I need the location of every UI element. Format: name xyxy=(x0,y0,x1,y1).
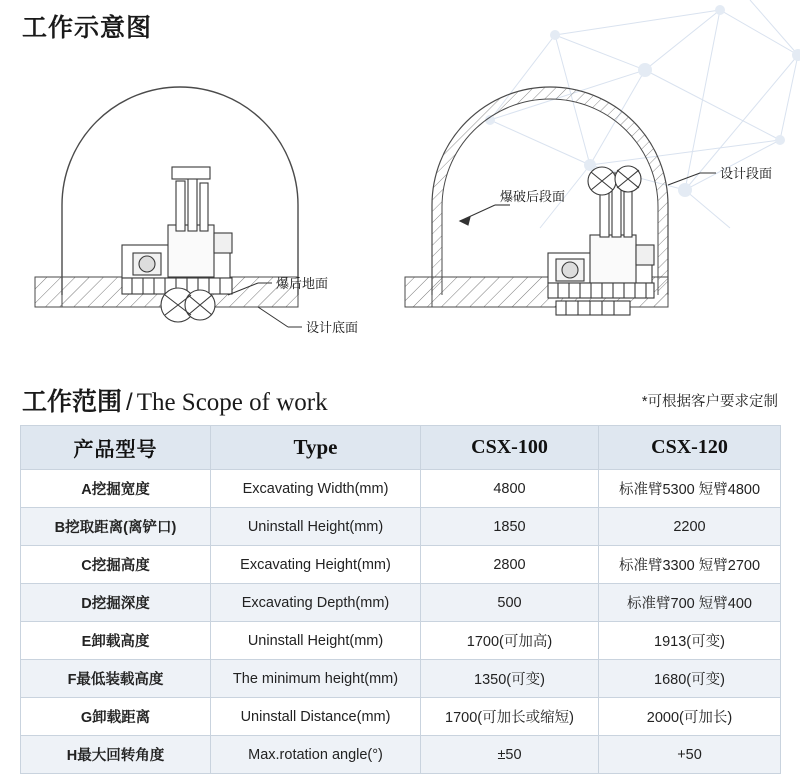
header-product-model: 产品型号 xyxy=(21,426,211,470)
table-row xyxy=(21,736,781,774)
row-en: Excavating Depth(mm) xyxy=(211,584,421,622)
row-label: B挖取距离(离铲口) xyxy=(21,508,211,546)
row-csx120: 2200 xyxy=(599,508,781,546)
row-csx100: 1700(可加长或缩短) xyxy=(421,698,599,736)
row-csx120: 2000(可加长) xyxy=(599,698,781,736)
scope-title-separator: / xyxy=(126,389,133,416)
left-tunnel-scene xyxy=(35,87,358,335)
table-row xyxy=(21,660,781,698)
table-row xyxy=(21,698,781,736)
table-row xyxy=(21,622,781,660)
row-label: D挖掘深度 xyxy=(21,584,211,622)
row-csx120: 标准臂700 短臂400 xyxy=(599,584,781,622)
row-en: Uninstall Height(mm) xyxy=(211,622,421,660)
work-diagram xyxy=(0,55,800,355)
scope-title-en: The Scope of work xyxy=(136,389,328,416)
row-en: The minimum height(mm) xyxy=(211,660,421,698)
row-csx100: 1350(可变) xyxy=(421,660,599,698)
row-en: Uninstall Distance(mm) xyxy=(211,698,421,736)
work-diagram-svg xyxy=(0,55,800,355)
row-csx100: 2800 xyxy=(421,546,599,584)
header-type: Type xyxy=(211,426,421,470)
row-csx100: 4800 xyxy=(421,470,599,508)
row-label: E卸载高度 xyxy=(21,622,211,660)
row-en: Excavating Width(mm) xyxy=(211,470,421,508)
scope-note: *可根据客户要求定制 xyxy=(641,394,778,410)
row-en: Max.rotation angle(°) xyxy=(211,736,421,774)
row-label: A挖掘宽度 xyxy=(21,470,211,508)
table-row xyxy=(21,470,781,508)
header-csx-100: CSX-100 xyxy=(421,426,599,470)
row-label: H最大回转角度 xyxy=(21,736,211,774)
design-section-label: 设计段面 xyxy=(720,166,773,181)
row-csx100: ±50 xyxy=(421,736,599,774)
blast-ground-label: 爆后地面 xyxy=(276,276,329,291)
row-csx120: 标准臂3300 短臂2700 xyxy=(599,546,781,584)
scope-header xyxy=(22,382,778,418)
post-blast-section-label: 爆破后段面 xyxy=(500,189,566,204)
row-csx100: 1850 xyxy=(421,508,599,546)
row-csx100: 500 xyxy=(421,584,599,622)
row-label: G卸载距离 xyxy=(21,698,211,736)
row-csx120: 1680(可变) xyxy=(599,660,781,698)
diagram-section-title: 工作示意图 xyxy=(22,14,153,42)
table-row xyxy=(21,508,781,546)
row-csx120: 1913(可变) xyxy=(599,622,781,660)
row-label: C挖掘高度 xyxy=(21,546,211,584)
row-en: Uninstall Height(mm) xyxy=(211,508,421,546)
header-csx-120: CSX-120 xyxy=(599,426,781,470)
right-tunnel-scene xyxy=(405,87,772,315)
table-header-row xyxy=(21,426,781,470)
row-csx120: +50 xyxy=(599,736,781,774)
row-en: Excavating Height(mm) xyxy=(211,546,421,584)
row-label: F最低装载高度 xyxy=(21,660,211,698)
spec-table xyxy=(20,425,781,774)
table-row xyxy=(21,584,781,622)
row-csx120: 标准臂5300 短臂4800 xyxy=(599,470,781,508)
scope-title-cn: 工作范围 xyxy=(22,388,123,416)
design-floor-label: 设计底面 xyxy=(306,320,359,335)
table-row xyxy=(21,546,781,584)
row-csx100: 1700(可加高) xyxy=(421,622,599,660)
